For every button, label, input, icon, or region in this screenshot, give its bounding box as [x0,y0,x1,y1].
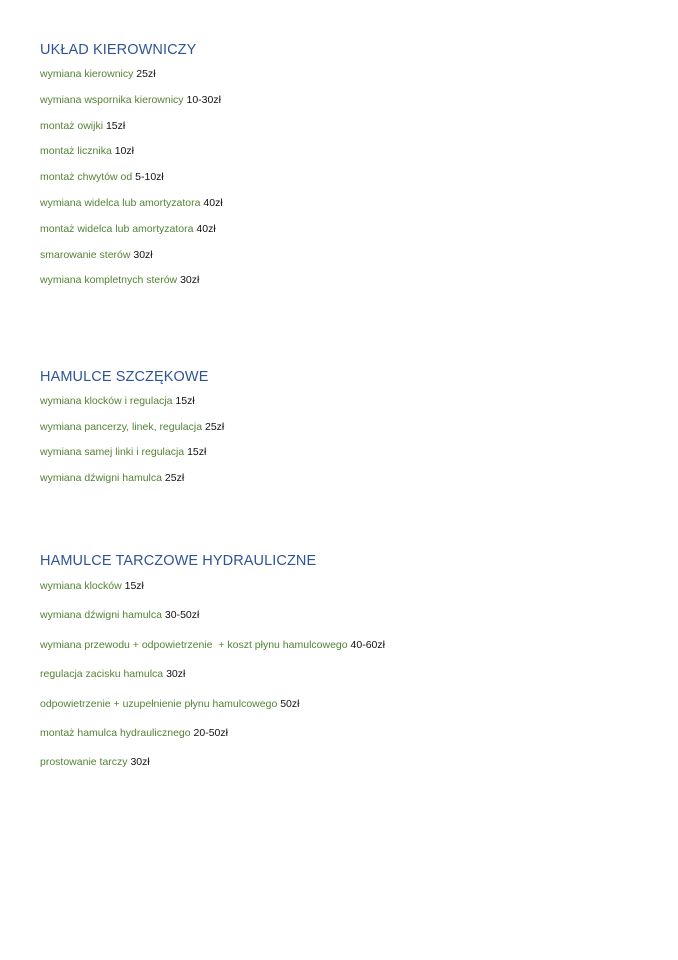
service-price: 25zł [204,420,225,433]
price-item [40,93,660,119]
service-name: montaż chwytów od [40,171,133,184]
service-price: 10zł [114,145,134,158]
price-item [40,394,660,420]
price-item [40,119,660,145]
section-heading: HAMULCE SZCZĘKOWE [40,369,209,385]
price-item [40,697,660,726]
price-item [40,608,660,637]
service-name: wymiana wspornika kierownicy [40,93,184,106]
price-item [40,638,660,667]
price-list [40,394,660,496]
service-name: wymiana kierownicy [40,68,134,80]
price-item [40,420,660,446]
service-name: wymiana widelca lub amortyzatora [40,196,201,209]
price-item [40,67,660,93]
price-item [40,471,660,497]
price-item [40,445,660,471]
service-price: 15zł [124,580,144,592]
price-item [40,222,660,248]
service-price: 30-50zł [164,609,200,622]
section-heading: HAMULCE TARCZOWE HYDRAULICZNE [40,553,317,569]
service-price: 30zł [130,756,150,769]
price-item [40,248,660,274]
service-name: prostowanie tarczy [40,756,128,769]
price-item [40,144,660,170]
service-name: wymiana kompletnych sterów [40,274,178,287]
service-price: 25zł [164,471,185,484]
service-name: montaż hamulca hydraulicznego [40,726,191,739]
section-heading: UKŁAD KIEROWNICZY [40,42,197,58]
service-name: wymiana pancerzy, linek, regulacja [40,420,203,433]
service-name: regulacja zacisku hamulca [40,668,164,681]
service-name: wymiana klocków i regulacja [40,395,173,407]
price-item [40,196,660,222]
service-price: 30zł [133,248,153,261]
service-price: 20-50zł [193,726,228,739]
service-name: odpowietrzenie + uzupełnienie płynu hamulcowego [40,697,278,710]
price-item [40,726,660,755]
service-name: wymiana dźwigni hamulca [40,609,162,622]
service-price: 10-30zł [186,93,221,106]
price-item [40,755,660,784]
service-price: 50zł [280,697,300,710]
service-price: 5-10zł [135,171,164,184]
service-name: wymiana samej linki i regulacja [40,446,185,458]
service-price: 15zł [175,395,195,407]
price-item [40,273,660,299]
service-name: wymiana dźwigni hamulca [40,471,162,484]
service-name: wymiana klocków [40,580,122,592]
price-list [40,579,660,785]
service-price: 30zł [180,274,200,287]
service-price: 40zł [196,222,216,235]
service-name: smarowanie sterów [40,248,131,261]
service-name: wymiana przewodu + odpowietrzenie + koszt płynu hamulcowego [40,638,348,651]
service-price: 30zł [166,668,186,681]
service-name: montaż widelca lub amortyzatora [40,222,194,235]
price-item [40,667,660,696]
section-hydraulic-disc-brakes [40,552,660,785]
price-list [40,67,660,299]
service-price: 25zł [136,68,156,80]
price-item [40,170,660,196]
section-steering [40,41,660,299]
price-item [40,579,660,608]
section-shoe-brakes [40,368,660,496]
service-price: 40zł [203,196,223,209]
service-name: montaż licznika [40,145,112,158]
service-price: 15zł [187,446,207,458]
service-price: 15zł [105,119,126,132]
service-price: 40-60zł [350,638,385,651]
service-name: montaż owijki [40,119,104,132]
